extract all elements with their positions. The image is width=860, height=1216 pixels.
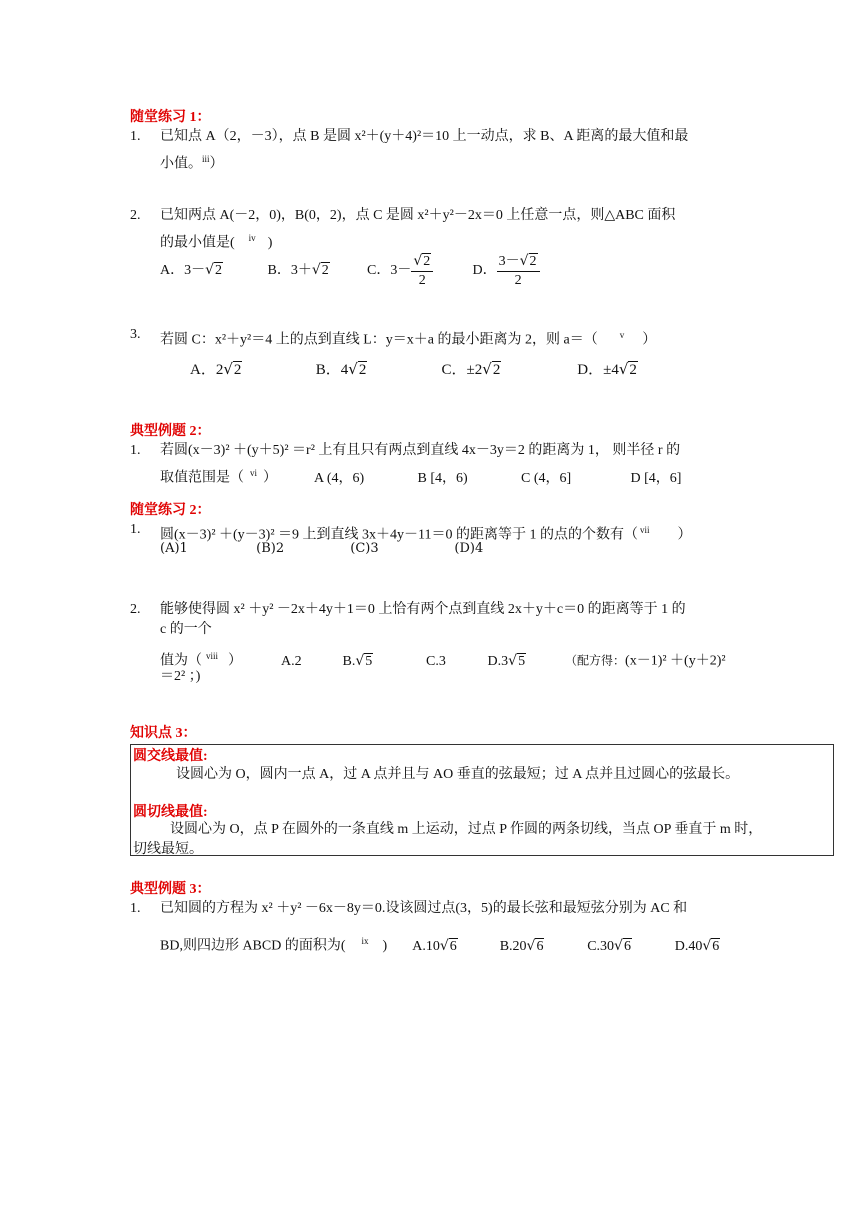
sqrt: √6 <box>526 937 544 954</box>
choice-a <box>412 935 496 958</box>
choice-b: B [4，6) <box>417 470 468 486</box>
sqrt: √6 <box>439 937 457 954</box>
choice-d: (D)4 <box>454 541 484 556</box>
question-text-line: 圆(x－3)² ＋(y－3)² ＝9 上到直线 3x＋4y－11＝0 的距离等于 1 的点的个数有（ <box>160 527 639 543</box>
question-number: 3. <box>130 327 141 342</box>
choice-b <box>316 358 438 379</box>
sqrt-arg: 6 <box>712 938 720 954</box>
paren-close: ) <box>382 938 388 954</box>
denominator: 2 <box>418 273 426 288</box>
choice-label: B．4 <box>315 362 349 378</box>
sqrt: √2 <box>311 262 329 279</box>
choice-d <box>675 935 721 958</box>
practice2-heading: 随堂练习 2： <box>130 503 211 518</box>
question-text <box>160 148 224 176</box>
sqrt: √2 <box>618 360 637 378</box>
denominator: 2 <box>514 273 522 288</box>
hint-label: （配方得： <box>565 653 626 668</box>
paren-close: ） <box>642 332 657 348</box>
sqrt-arg: 6 <box>623 938 631 954</box>
question-text-line: 的最小值是( <box>160 235 235 251</box>
sqrt-arg: 6 <box>536 938 544 954</box>
choice-b: (B)2 <box>256 541 285 556</box>
question-text: ＝2² ；) <box>160 669 201 684</box>
endnote-marker: iii <box>202 154 210 164</box>
paren-close: ) <box>267 235 273 251</box>
choice-label: C．3－ <box>367 263 412 279</box>
question-number: 1. <box>130 443 141 458</box>
paren-close: ） <box>677 527 692 543</box>
sqrt-arg: 5 <box>518 653 526 669</box>
paren-close: ） <box>228 653 243 669</box>
sqrt-arg: 2 <box>321 263 329 279</box>
choices-row <box>190 358 638 379</box>
choice-label: D.3 <box>487 653 509 669</box>
question-number: 1. <box>130 129 141 144</box>
sqrt: √6 <box>614 937 631 954</box>
knowledge3-heading: 知识点 3： <box>130 726 197 741</box>
choice-label: A.10 <box>412 938 440 954</box>
example2-heading: 典型例题 2： <box>130 424 211 439</box>
paren-close: ） <box>209 156 224 172</box>
choice-d: D [4，6] <box>630 470 682 486</box>
question-text-line: BD,则四边形 ABCD 的面积为( <box>160 938 346 954</box>
question-text: c 的一个 <box>160 622 212 637</box>
choice-c <box>442 358 574 379</box>
choice-d <box>488 649 562 674</box>
endnote-marker: viii <box>206 651 219 661</box>
question-text: 已知点 A（2，－3），点 B 是圆 x²＋(y＋4)²＝10 上一动点，求 B、A 距离的最大值和最 <box>160 129 689 144</box>
choice-label: C.30 <box>587 938 615 954</box>
choice-label: C．±2 <box>441 362 483 378</box>
choice-label: D.40 <box>674 938 703 954</box>
sqrt: √2 <box>413 253 431 269</box>
question-number: 1. <box>130 901 141 916</box>
question-text: 已知圆的方程为 x² ＋y² －6x－8y＝0.设该圆过点(3，5)的最长弦和最短弦分别为 AC 和 <box>160 901 688 916</box>
question-text-line: 值为（ <box>160 653 202 669</box>
sqrt: √2 <box>482 360 501 378</box>
question-text <box>160 324 656 352</box>
sqrt-arg: 2 <box>529 254 537 269</box>
choice-label: B．3＋ <box>267 263 312 279</box>
choice-label: B.20 <box>499 938 527 954</box>
choice-a: A (4，6) <box>314 470 365 486</box>
sqrt-arg: 6 <box>449 938 457 954</box>
chord-extreme-title: 圆交线最值: <box>133 749 208 764</box>
sqrt-arg: 2 <box>358 362 367 378</box>
tangent-extreme-text: 切线最短。 <box>133 842 203 857</box>
question-text: 已知两点 A(－2，0)，B(0，2)，点 C 是圆 x²＋y²－2x＝0 上任意一点，则△ABC 面积 <box>160 208 676 223</box>
sqrt-arg: 5 <box>365 653 373 669</box>
choice-label: D．±4 <box>577 362 619 378</box>
choice-c: (C)3 <box>350 541 379 556</box>
choice-c <box>587 935 671 958</box>
question-number: 2. <box>130 602 141 617</box>
endnote-marker: ix <box>361 936 369 946</box>
sqrt-arg: 2 <box>215 263 223 279</box>
choice-b <box>268 258 364 283</box>
paren-close: ） <box>263 470 278 486</box>
endnote-marker: vii <box>640 525 650 535</box>
sqrt-arg: 2 <box>233 362 242 378</box>
question-text-line: 若圆 C：x²＋y²＝4 上的点到直线 L：y＝x＋a 的最小距离为 2，则 a＝（ <box>160 332 598 348</box>
choice-label: A．3－ <box>160 263 206 279</box>
hint-equation: (x－1)² ＋(y＋2)² <box>625 653 726 669</box>
tangent-extreme-text: 设圆心为 O，点 P 在圆外的一条直线 m 上运动，过点 P 作圆的两条切线，当点 OP 垂直于 m 时， <box>170 822 763 837</box>
sqrt: √2 <box>205 262 223 279</box>
question-number: 2. <box>130 208 141 223</box>
choice-a: (A)1 <box>160 541 188 556</box>
question-text <box>160 644 726 674</box>
choice-d <box>577 358 638 379</box>
example3-heading: 典型例题 3： <box>130 882 211 897</box>
choice-a <box>160 258 264 283</box>
sqrt-arg: 2 <box>629 362 637 378</box>
tangent-extreme-title: 圆切线最值: <box>133 805 208 820</box>
choices-row <box>160 541 483 556</box>
choice-label: D． <box>472 263 497 279</box>
choice-label: A．2 <box>190 362 224 378</box>
choice-c: C.3 <box>426 653 446 669</box>
endnote-marker: v <box>619 330 625 340</box>
question-text-line: 取值范围是（ <box>160 470 244 486</box>
choice-a: A.2 <box>281 653 302 669</box>
choice-c <box>367 252 469 290</box>
sqrt: √2 <box>223 360 242 378</box>
choice-b <box>500 935 584 958</box>
sqrt: √2 <box>348 360 367 378</box>
sqrt: √5 <box>508 652 526 669</box>
choice-label: B. <box>342 653 356 669</box>
question-text-line: 小值。 <box>160 156 202 172</box>
numerator: 3－ <box>498 254 520 269</box>
fraction <box>411 252 433 290</box>
endnote-marker: vi <box>250 468 258 478</box>
practice1-heading: 随堂练习 1： <box>130 110 211 125</box>
fraction <box>497 252 540 290</box>
choice-b <box>343 649 423 674</box>
choice-d <box>473 252 540 290</box>
sqrt: √6 <box>702 937 720 954</box>
sqrt-arg: 2 <box>423 254 431 269</box>
choices-row <box>160 252 540 290</box>
chord-extreme-text: 设圆心为 O，圆内一点 A，过 A 点并且与 AO 垂直的弦最短；过 A 点并且过圆心的弦最长。 <box>176 767 740 782</box>
sqrt-arg: 2 <box>492 362 501 378</box>
sqrt: √5 <box>355 652 373 669</box>
question-text: 若圆(x－3)² ＋(y＋5)² ＝r² 上有且只有两点到直线 4x－3y＝2 的距离为 1， 则半径 r 的 <box>160 443 681 458</box>
choice-c: C (4，6] <box>521 470 572 486</box>
sqrt: √2 <box>519 253 537 269</box>
question-text <box>160 462 681 490</box>
question-number: 1. <box>130 522 141 537</box>
endnote-marker: iv <box>248 233 256 243</box>
choice-a <box>190 358 312 379</box>
question-text <box>160 227 272 255</box>
question-text: 能够使得圆 x² ＋y² －2x＋4y＋1＝0 上恰有两个点到直线 2x＋y＋c＝0 的距离等于 1 的 <box>160 602 686 617</box>
question-text <box>160 930 720 958</box>
